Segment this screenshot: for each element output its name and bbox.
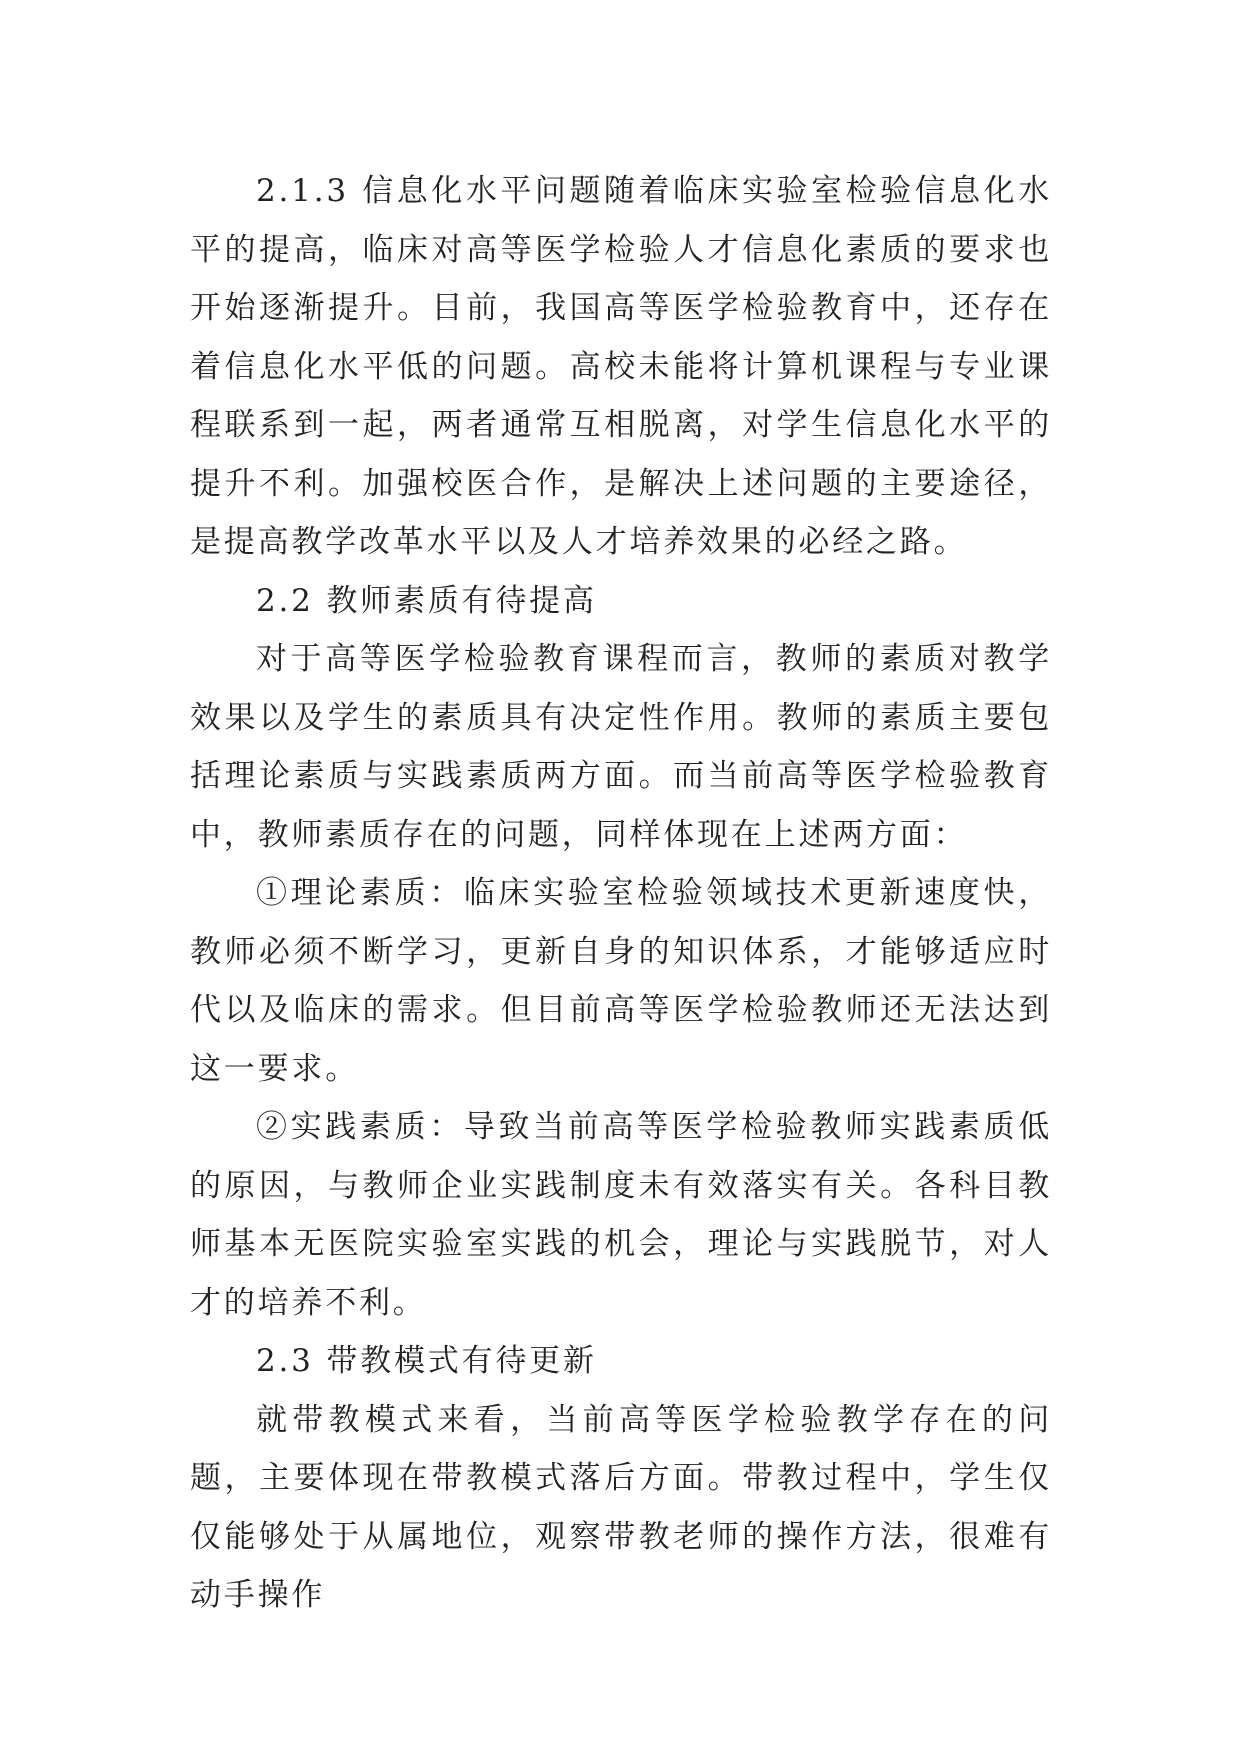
document-body xyxy=(190,162,1052,1625)
section-heading-teaching-mode: 2.3 带教模式有待更新 xyxy=(256,1343,597,1379)
paragraph-teaching-mode: 就带教模式来看，当前高等医学检验教学存在的问题，主要体现在带教模式落后方面。带教过程中，学生仅仅能够处于从属地位，观察带教老师的操作方法，很难有动手操作 xyxy=(190,1401,1052,1613)
section-heading-teacher-quality: 2.2 教师素质有待提高 xyxy=(256,582,597,619)
paragraph-teacher-quality: 对于高等医学检验教育课程而言，教师的素质对教学效果以及学生的素质具有决定性作用。教师的素质主要包括理论素质与实践素质两方面。而当前高等医学检验教育中，教师素质存在的问题，同样体现在上述两方面： xyxy=(190,641,1052,853)
paragraph-information-level: 2.1.3 信息化水平问题随着临床实验室检验信息化水平的提高，临床对高等医学检验人才信息化素质的要求也开始逐渐提升。目前，我国高等医学检验教育中，还存在着信息化水平低的问题。高校未能将计算机课程与专业课程联系到一起，两者通常互相脱离，对学生信息化水平的提升不利。加强校医合作，是解决上述问题的主要途径，是提高教学改革水平以及人才培养效果的必经之路。 xyxy=(190,173,1052,560)
paragraph-theory-quality: ①理论素质：临床实验室检验领域技术更新速度快，教师必须不断学习，更新自身的知识体系，才能够适应时代以及临床的需求。但目前高等医学检验教师还无法达到这一要求。 xyxy=(190,875,1052,1087)
paragraph-practice-quality: ②实践素质：导致当前高等医学检验教师实践素质低的原因，与教师企业实践制度未有效落实有关。各科目教师基本无医院实验室实践的机会，理论与实践脱节，对人才的培养不利。 xyxy=(190,1109,1052,1321)
